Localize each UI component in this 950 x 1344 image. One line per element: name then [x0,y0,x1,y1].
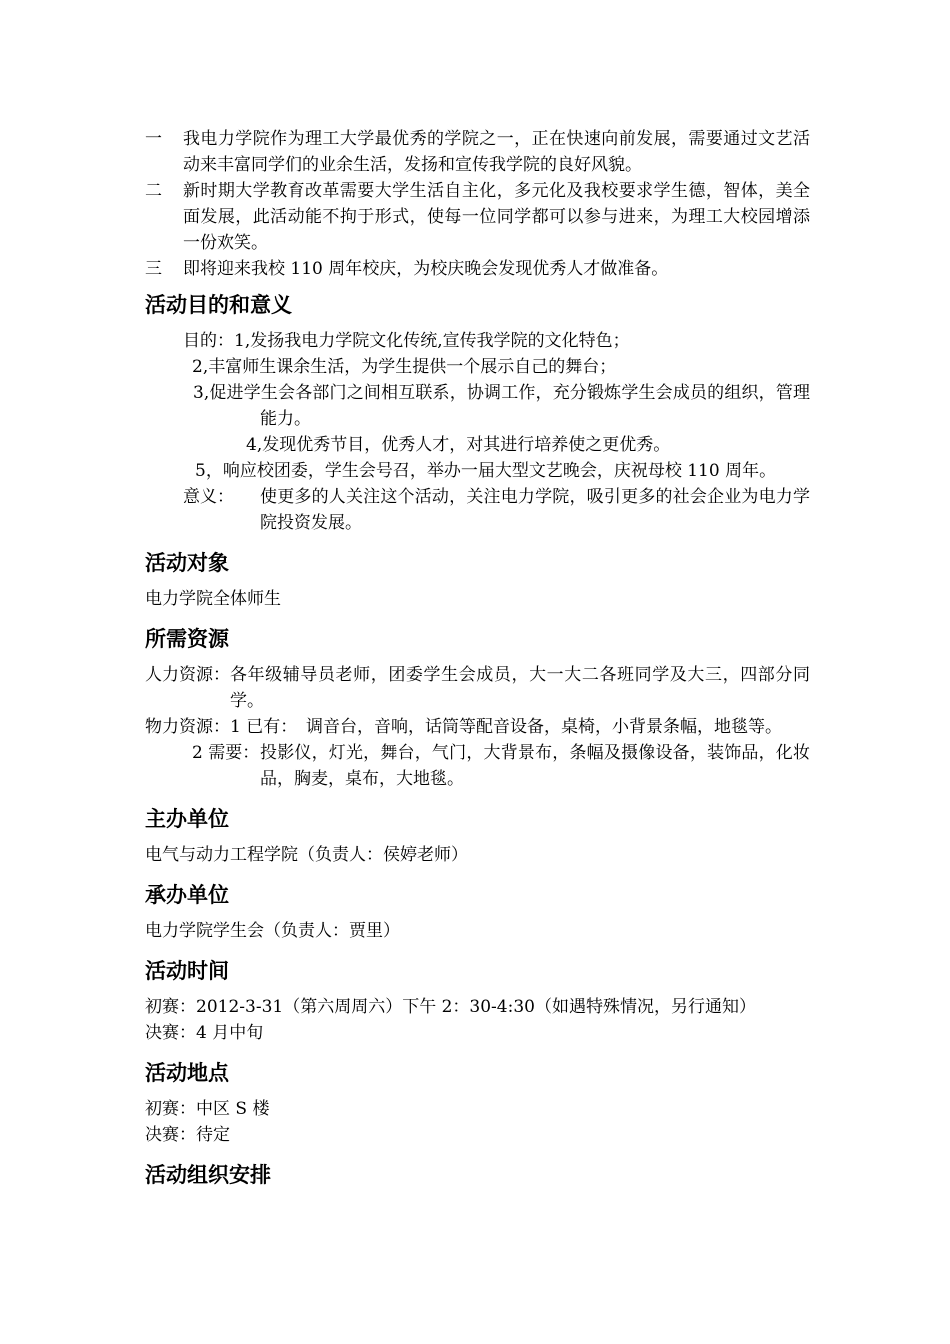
host-heading: 主办单位 [145,807,229,831]
human-resources-text: 各年级辅导员老师，团委学生会成员，大一大二各班同学及大三，四部分同学。 [230,665,810,711]
item-text: 新时期大学教育改革需要大学生活自主化，多元化及我校要求学生德，智体，美全面发展，此活动能不拘于形式，使每一位同学都可以参与进来，为理工大校园增添一份欢笑。 [183,181,810,253]
arrangement-heading: 活动组织安排 [145,1163,271,1187]
organizer-heading: 承办单位 [145,883,229,907]
material-resources-label: 物力资源： [145,717,230,737]
material-resources-row [145,714,810,740]
human-resources-label: 人力资源： [145,665,230,685]
audience-heading: 活动对象 [145,551,229,575]
place-line-1: 初赛：中区 S 楼 [145,1099,270,1119]
background-item [145,256,810,282]
goal-2: 2,丰富师生课余生活，为学生提供一个展示自己的舞台； [192,357,617,377]
goal-1: 1,发扬我电力学院文化传统,宣传我学院的文化特色； [234,331,630,351]
goal-row [145,328,810,354]
document-content [145,126,810,1198]
goal-3: 3,促进学生会各部门之间相互联系，协调工作，充分锻炼学生会成员的组织，管理能力。 [193,383,810,429]
host-text: 电气与动力工程学院（负责人：侯婷老师） [145,845,468,865]
item-text: 我电力学院作为理工大学最优秀的学院之一，正在快速向前发展，需要通过文艺活动来丰富同学们的业余生活，发扬和宣传我学院的良好风貌。 [183,129,810,175]
time-line-2: 决赛：4 月中旬 [145,1023,264,1043]
meaning-row [145,484,810,536]
background-list [145,126,810,282]
goal-4: 4,发现优秀节目，优秀人才，对其进行培养使之更优秀。 [246,435,671,455]
need-label: 2 需要： [192,743,260,763]
have-text: 调音台，音响，话筒等配音设备，桌椅，小背景条幅，地毯等。 [306,717,782,737]
goal-label: 目的： [183,331,234,351]
item-number: 一 [145,129,162,149]
purpose-heading: 活动目的和意义 [145,293,292,317]
item-text: 即将迎来我校 110 周年校庆，为校庆晚会发现优秀人才做准备。 [183,259,669,279]
organizer-text: 电力学院学生会（负责人：贾里） [145,921,400,941]
item-number: 三 [145,259,162,279]
need-text: 投影仪，灯光，舞台，气门，大背景布，条幅及摄像设备，装饰品，化妆品，胸麦，桌布，大地毯。 [260,743,810,789]
have-label: 1 已有： [230,717,298,737]
place-line-2: 决赛：待定 [145,1125,230,1145]
background-item [145,178,810,256]
background-item [145,126,810,178]
need-row [145,740,810,792]
time-heading: 活动时间 [145,959,229,983]
place-heading: 活动地点 [145,1061,229,1085]
resources-heading: 所需资源 [145,627,229,651]
meaning-label: 意义： [183,487,234,507]
audience-text: 电力学院全体师生 [145,589,281,609]
time-line-1: 初赛：2012-3-31（第六周周六）下午 2：30-4:30（如遇特殊情况，另行通知） [145,997,756,1017]
item-number: 二 [145,181,162,201]
goal-5: 5，响应校团委，学生会号召，举办一届大型文艺晚会，庆祝母校 110 周年。 [195,461,777,481]
human-resources-row [145,662,810,714]
meaning-text: 使更多的人关注这个活动，关注电力学院，吸引更多的社会企业为电力学院投资发展。 [260,487,810,533]
